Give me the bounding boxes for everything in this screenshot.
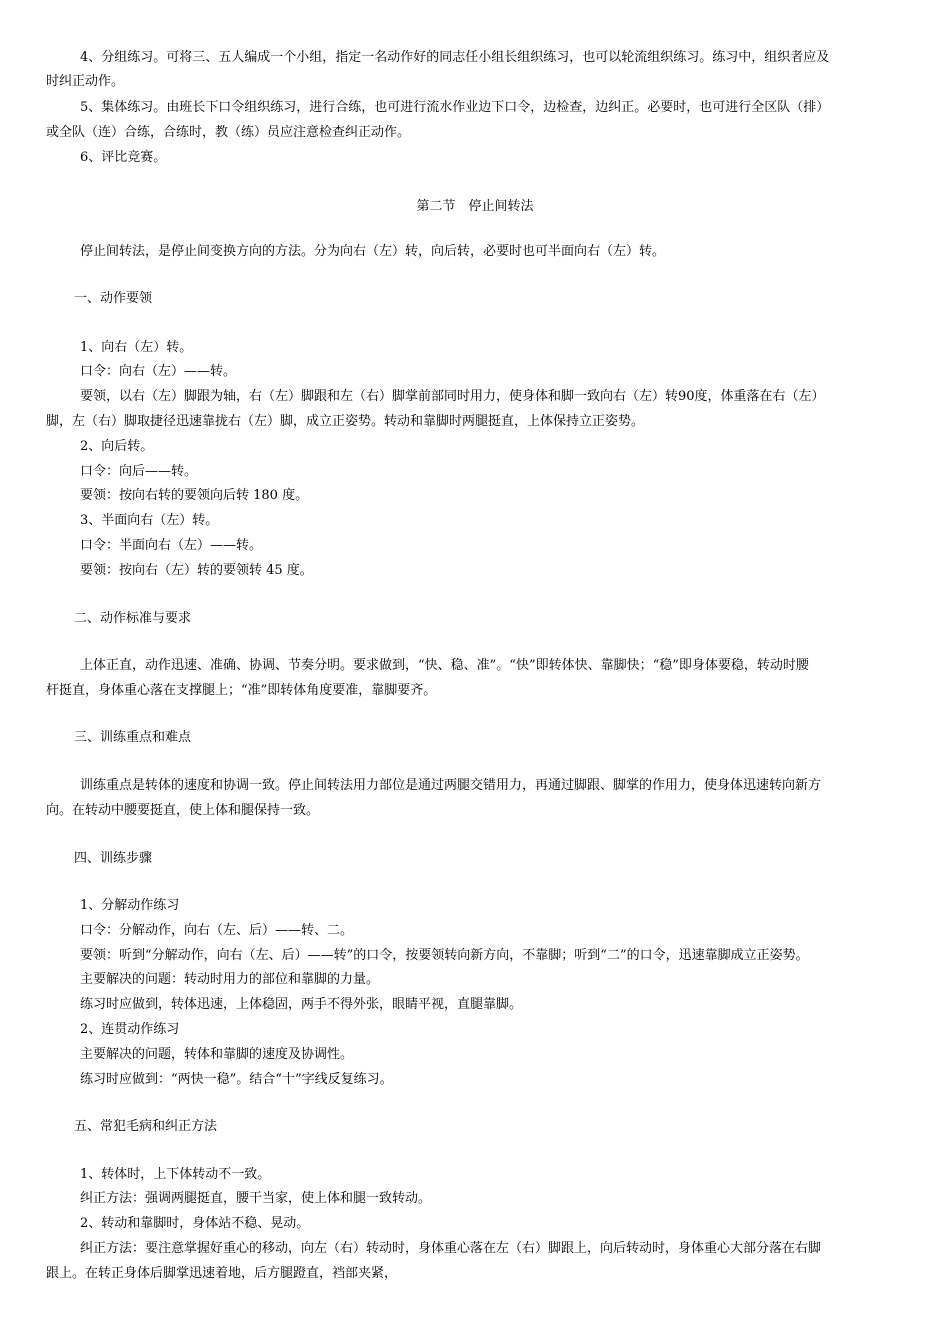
section-heading: 五、常犯毛病和纠正方法 (74, 1119, 218, 1134)
paragraph-line: 要领：听到“分解动作，向右（左、后）——转”的口令，按要领转向新方向，不靠脚；听到“二”的口令，迅速靠脚成立正姿势。 (80, 948, 809, 963)
paragraph-line: 要领，以右（左）脚跟为轴，右（左）脚跟和左（右）脚掌前部同时用力，使身体和脚一致向右（左）转90度，体重落在右（左） (80, 389, 825, 404)
paragraph-line: 2、连贯动作练习 (80, 1022, 180, 1037)
paragraph-line: 3、半面向右（左）转。 (80, 513, 219, 528)
paragraph-line: 4、分组练习。可将三、五人编成一个小组，指定一名动作好的同志任小组长组织练习，也可以轮流组织练习。练习中，组织者应及 (80, 50, 830, 65)
paragraph-line: 要领：按向右转的要领向后转 180 度。 (80, 488, 309, 503)
section-heading: 一、动作要领 (74, 291, 153, 306)
paragraph-line: 跟上。在转正身体后脚掌迅速着地，后方腿蹬直，裆部夹紧， (46, 1266, 398, 1281)
paragraph-line: 6、评比竞赛。 (80, 150, 167, 165)
paragraph-line: 口令：向后——转。 (80, 464, 198, 479)
paragraph-line: 主要解决的问题，转体和靠脚的速度及协调性。 (80, 1047, 354, 1062)
paragraph-line: 或全队（连）合练，合练时，教（练）员应注意检查纠正动作。 (46, 125, 411, 140)
section-heading: 二、动作标准与要求 (74, 611, 192, 626)
paragraph-line: 5、集体练习。由班长下口令组织练习，进行合练，也可进行流水作业边下口令，边检查，边纠正。必要时，也可进行全区队（排） (80, 100, 830, 115)
paragraph-line: 纠正方法：要注意掌握好重心的移动，向左（右）转动时，身体重心落在左（右）脚跟上，向后转动时，身体重心大部分落在右脚 (80, 1241, 822, 1256)
paragraph-line: 1、分解动作练习 (80, 898, 180, 913)
section-heading: 三、训练重点和难点 (74, 730, 192, 745)
paragraph-line: 停止间转法，是停止间变换方向的方法。分为向右（左）转，向后转，必要时也可半面向右（左）转。 (80, 244, 666, 259)
paragraph-line: 上体正直，动作迅速、准确、协调、节奏分明。要求做到，“快、稳、准”。“快”即转体快、靠脚快；“稳”即身体要稳，转动时腰 (80, 658, 809, 673)
paragraph-line: 训练重点是转体的速度和协调一致。停止间转法用力部位是通过两腿交错用力，再通过脚跟、脚掌的作用力，使身体迅速转向新方 (80, 778, 822, 793)
paragraph-line: 2、向后转。 (80, 439, 154, 454)
paragraph-line: 1、转体时，上下体转动不一致。 (80, 1167, 271, 1182)
paragraph-line: 口令：向右（左）——转。 (80, 364, 237, 379)
paragraph-line: 主要解决的问题：转动时用力的部位和靠脚的力量。 (80, 972, 380, 987)
section-heading: 四、训练步骤 (74, 851, 153, 866)
section-title: 第二节 停止间转法 (416, 199, 534, 214)
paragraph-line: 1、向右（左）转。 (80, 340, 193, 355)
paragraph-line: 口令：半面向右（左）——转。 (80, 538, 263, 553)
paragraph-line: 2、转动和靠脚时，身体站不稳、晃动。 (80, 1216, 310, 1231)
paragraph-line: 纠正方法：强调两腿挺直，腰干当家，使上体和腿一致转动。 (80, 1191, 432, 1206)
paragraph-line: 向。在转动中腰要挺直，使上体和腿保持一致。 (46, 803, 320, 818)
paragraph-line: 脚，左（右）脚取捷径迅速靠拢右（左）脚，成立正姿势。转动和靠脚时两腿挺直，上体保持立正姿势。 (46, 414, 645, 429)
paragraph-line: 时纠正动作。 (46, 74, 125, 89)
paragraph-line: 口令：分解动作，向右（左、后）——转、二。 (80, 923, 354, 938)
paragraph-line: 要领：按向右（左）转的要领转 45 度。 (80, 563, 313, 578)
paragraph-line: 练习时应做到：“两快一稳”。结合“十”字线反复练习。 (80, 1072, 393, 1087)
paragraph-line: 杆挺直，身体重心落在支撑腿上；“准”即转体角度要准，靠脚要齐。 (46, 683, 437, 698)
paragraph-line: 练习时应做到，转体迅速，上体稳固，两手不得外张，眼睛平视，直腿靠脚。 (80, 997, 523, 1012)
